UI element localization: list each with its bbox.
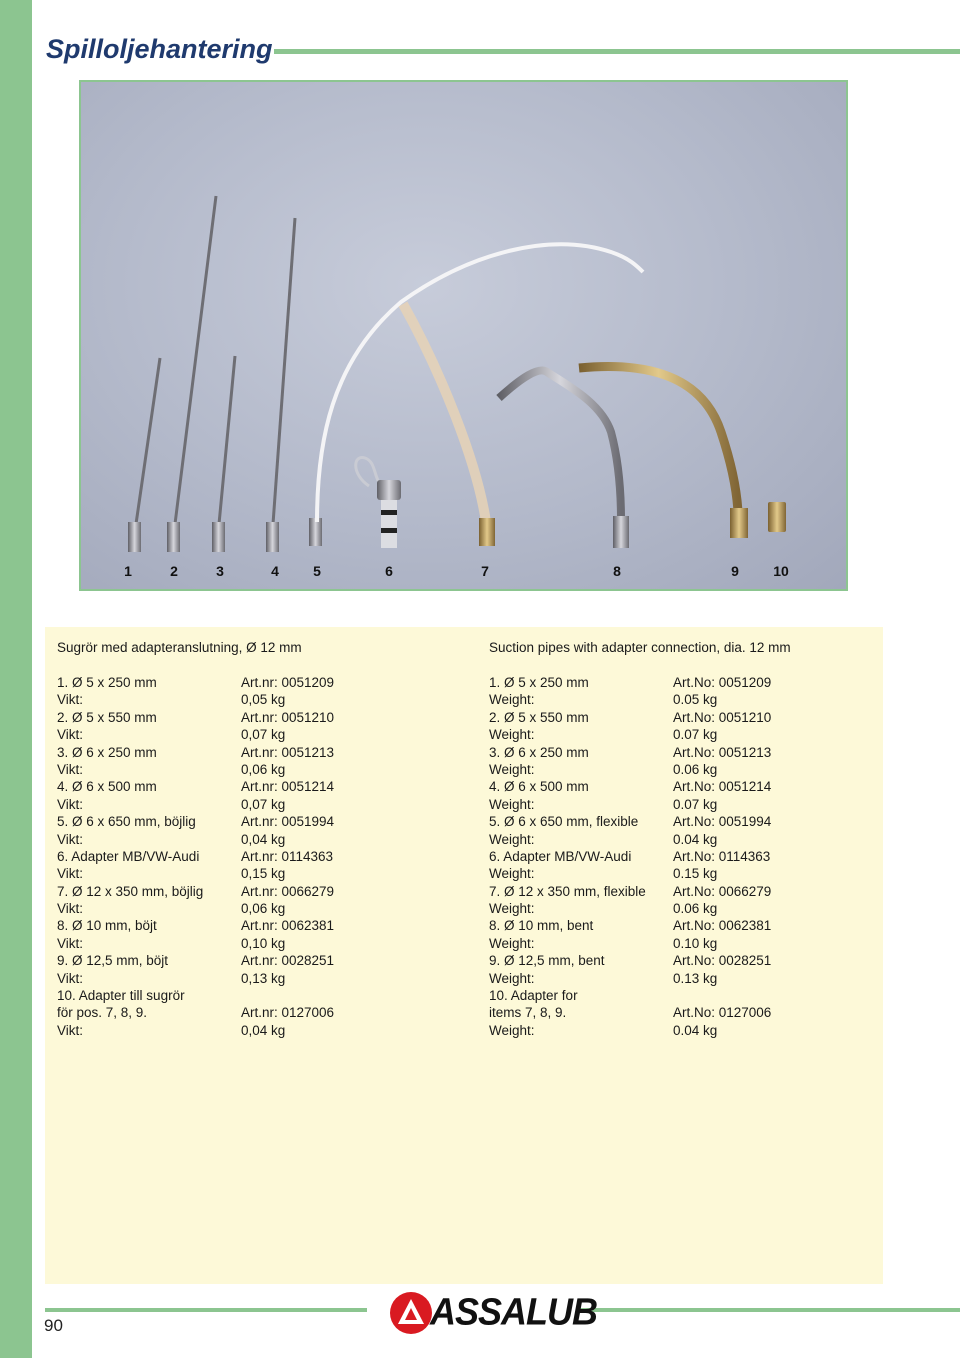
spec-label: 5. Ø 6 x 650 mm, flexible: [489, 814, 639, 830]
spec-value: 0.07 kg: [673, 796, 718, 812]
item-number-10: 10: [773, 563, 789, 579]
spec-row: [57, 848, 457, 865]
spec-value: 0,06 kg: [241, 901, 286, 917]
spec-value: 0,07 kg: [241, 796, 286, 812]
spec-value: Art.No: 0051994: [673, 814, 772, 830]
spec-label: Vikt:: [57, 1022, 84, 1038]
spec-label: Weight:: [489, 727, 535, 743]
spec-value: 0.13 kg: [673, 970, 718, 986]
spec-row: [489, 935, 889, 952]
spec-row: [57, 726, 457, 743]
spec-row: [57, 761, 457, 778]
adapter-6-body: [381, 500, 397, 548]
spec-value: Art.nr: 0127006: [241, 1005, 335, 1021]
page-number: 90: [44, 1316, 63, 1335]
fitting-1: [128, 522, 141, 552]
footer-rule-right: [578, 1308, 960, 1312]
spec-label: 10. Adapter for: [489, 988, 578, 1004]
spec-label: 6. Adapter MB/VW-Audi: [489, 848, 632, 864]
spec-row: [57, 970, 457, 987]
spec-row: [57, 778, 457, 795]
spec-row: [57, 744, 457, 761]
spec-label: Vikt:: [57, 901, 84, 917]
spec-row: [489, 1004, 889, 1021]
spec-value: Art.No: 0062381: [673, 918, 772, 934]
spec-row: [489, 831, 889, 848]
spec-label: Vikt:: [57, 692, 84, 708]
spec-row: [489, 1022, 889, 1039]
spec-row: [57, 674, 457, 691]
spec-row: [489, 952, 889, 969]
item-number-5: 5: [313, 563, 321, 579]
spec-value: 0.06 kg: [673, 761, 718, 777]
spec-value: Art.No: 0051214: [673, 779, 772, 795]
spec-row: [489, 900, 889, 917]
spec-label: Weight:: [489, 831, 535, 847]
item-number-1: 1: [124, 563, 132, 579]
spec-label: Weight:: [489, 796, 535, 812]
spec-label: Weight:: [489, 935, 535, 951]
rod-4: [273, 218, 295, 524]
spec-row: [57, 883, 457, 900]
spec-row: [57, 917, 457, 934]
spec-value: 0.04 kg: [673, 831, 718, 847]
footer-rule-left: [45, 1308, 367, 1312]
spec-value: 0.15 kg: [673, 866, 718, 882]
spec-row: [489, 883, 889, 900]
spec-value: 0.10 kg: [673, 935, 718, 951]
spec-value: Art.No: 0051213: [673, 744, 772, 760]
title-rule: [274, 49, 960, 54]
spec-row: [57, 813, 457, 830]
spec-row: [489, 987, 889, 1004]
spec-label: 4. Ø 6 x 500 mm: [57, 779, 157, 795]
spec-label: 7. Ø 12 x 350 mm, böjlig: [57, 883, 204, 899]
spec-label: Vikt:: [57, 970, 84, 986]
spec-row: [57, 1004, 457, 1021]
spec-value: Art.No: 0028251: [673, 953, 772, 969]
spec-label: Vikt:: [57, 727, 84, 743]
spec-value: Art.No: 0051209: [673, 675, 772, 690]
spec-heading-swedish: Sugrör med adapteranslutning, Ø 12 mm: [57, 640, 302, 655]
spec-label: 3. Ø 6 x 250 mm: [57, 744, 157, 760]
spec-label: Weight:: [489, 866, 535, 882]
spec-value: 0,06 kg: [241, 761, 286, 777]
spec-label: items 7, 8, 9.: [489, 1005, 567, 1021]
item-number-3: 3: [216, 563, 224, 579]
spec-row: [57, 952, 457, 969]
spec-value: Art.nr: 0051994: [241, 814, 335, 830]
spec-label: 2. Ø 5 x 550 mm: [57, 709, 157, 725]
spec-row: [489, 778, 889, 795]
spec-label: 1. Ø 5 x 250 mm: [57, 675, 157, 690]
spec-value: 0,13 kg: [241, 970, 286, 986]
spec-list-english: [489, 674, 889, 1039]
spec-row: [489, 674, 889, 691]
spec-value: Art.No: 0114363: [673, 848, 771, 864]
bent-pipe-9: [579, 366, 738, 512]
spec-heading-english: Suction pipes with adapter connection, dia. 12 mm: [489, 640, 791, 655]
spec-label: Vikt:: [57, 796, 84, 812]
spec-row: [489, 796, 889, 813]
spec-label: 2. Ø 5 x 550 mm: [489, 709, 589, 725]
spec-label: 1. Ø 5 x 250 mm: [489, 675, 589, 690]
item-number-2: 2: [170, 563, 178, 579]
spec-label: 8. Ø 10 mm, bent: [489, 918, 594, 934]
spec-value: Art.nr: 0051214: [241, 779, 335, 795]
item-number-6: 6: [385, 563, 393, 579]
spec-label: 6. Adapter MB/VW-Audi: [57, 848, 200, 864]
brand-name: ASSALUB: [430, 1289, 598, 1333]
spec-label: 4. Ø 6 x 500 mm: [489, 779, 589, 795]
spec-row: [489, 865, 889, 882]
spec-row: [489, 813, 889, 830]
spec-row: [489, 691, 889, 708]
item-number-4: 4: [271, 563, 279, 579]
spec-value: Art.No: 0051210: [673, 709, 772, 725]
spec-value: Art.nr: 0051210: [241, 709, 335, 725]
spec-row: [57, 935, 457, 952]
spec-label: 9. Ø 12,5 mm, böjt: [57, 953, 169, 969]
spec-value: Art.nr: 0051209: [241, 675, 335, 690]
fitting-3: [212, 522, 225, 552]
rod-1: [136, 358, 160, 524]
spec-row: [489, 726, 889, 743]
item-number-8: 8: [613, 563, 621, 579]
spec-value: 0,15 kg: [241, 866, 286, 882]
bent-pipe-8: [499, 370, 621, 520]
spec-value: Art.nr: 0051213: [241, 744, 335, 760]
spec-row: [489, 761, 889, 778]
spec-label: Vikt:: [57, 831, 84, 847]
side-color-bar: [0, 0, 32, 1358]
spec-label: Weight:: [489, 692, 535, 708]
spec-label: Vikt:: [57, 866, 84, 882]
spec-row: [57, 691, 457, 708]
spec-panel: [45, 627, 883, 1284]
spec-label: 8. Ø 10 mm, böjt: [57, 918, 157, 934]
spec-value: 0.06 kg: [673, 901, 718, 917]
spec-label: 7. Ø 12 x 350 mm, flexible: [489, 883, 646, 899]
spec-value: Art.nr: 0066279: [241, 883, 335, 899]
spec-row: [489, 848, 889, 865]
spec-label: Weight:: [489, 761, 535, 777]
spec-label: Vikt:: [57, 761, 84, 777]
spec-value: 0,10 kg: [241, 935, 286, 951]
spec-row: [57, 987, 457, 1004]
spec-row: [57, 900, 457, 917]
spec-value: 0,04 kg: [241, 831, 286, 847]
fitting-5: [309, 518, 322, 546]
page-title: Spilloljehantering: [46, 34, 273, 64]
spec-label: 10. Adapter till sugrör: [57, 988, 185, 1004]
spec-row: [489, 970, 889, 987]
spec-value: Art.No: 0066279: [673, 883, 772, 899]
spec-label: Weight:: [489, 901, 535, 917]
spec-row: [57, 831, 457, 848]
spec-label: för pos. 7, 8, 9.: [57, 1005, 148, 1021]
spec-row: [57, 865, 457, 882]
spec-row: [57, 709, 457, 726]
spec-value: 0,07 kg: [241, 727, 286, 743]
spec-value: Art.No: 0127006: [673, 1005, 772, 1021]
spec-value: 0.07 kg: [673, 727, 718, 743]
spec-label: 3. Ø 6 x 250 mm: [489, 744, 589, 760]
fitting-2: [167, 522, 180, 552]
item-number-9: 9: [731, 563, 739, 579]
spec-value: 0,05 kg: [241, 692, 286, 708]
spec-value: 0.05 kg: [673, 692, 718, 708]
spec-list-swedish: [57, 674, 457, 1039]
product-illustration: [81, 82, 846, 589]
spec-label: Weight:: [489, 970, 535, 986]
spec-row: [489, 917, 889, 934]
spec-value: Art.nr: 0062381: [241, 918, 335, 934]
flexible-tube-7: [403, 304, 486, 522]
spec-row: [489, 709, 889, 726]
spec-label: Vikt:: [57, 935, 84, 951]
spec-row: [57, 796, 457, 813]
fitting-4: [266, 522, 279, 552]
spec-value: Art.nr: 0028251: [241, 953, 335, 969]
spec-value: 0.04 kg: [673, 1022, 718, 1038]
brand-logo-icon: [388, 1290, 434, 1336]
spec-row: [57, 1022, 457, 1039]
rod-3: [219, 356, 235, 524]
spec-value: 0,04 kg: [241, 1022, 286, 1038]
rod-2: [175, 196, 216, 524]
adapter-6: [377, 480, 401, 500]
product-photo: [79, 80, 848, 591]
spec-label: Weight:: [489, 1022, 535, 1038]
adapter-10: [768, 502, 786, 532]
spec-label: 5. Ø 6 x 650 mm, böjlig: [57, 814, 196, 830]
item-number-7: 7: [481, 563, 489, 579]
spec-value: Art.nr: 0114363: [241, 848, 334, 864]
spec-row: [489, 744, 889, 761]
spec-label: 9. Ø 12,5 mm, bent: [489, 953, 605, 969]
